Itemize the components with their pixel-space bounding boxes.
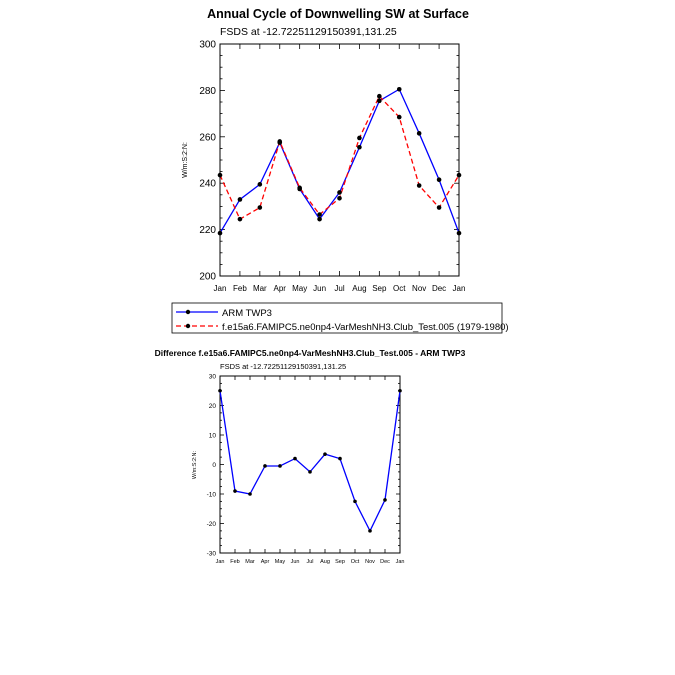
- series-0-point: [293, 457, 297, 461]
- series-0-point: [357, 145, 362, 150]
- series-1-point: [238, 217, 243, 222]
- y-axis-label: W/m:S:2:N:: [182, 142, 189, 178]
- series-0-point: [437, 177, 442, 182]
- series-0-point: [338, 457, 342, 461]
- series-1-point: [377, 94, 382, 99]
- x-tick-label: Nov: [365, 559, 375, 565]
- x-tick-label: Dec: [380, 559, 390, 565]
- legend-label-arm: ARM TWP3: [222, 308, 272, 319]
- legend-item-model: [176, 322, 509, 333]
- y-tick-label: -10: [206, 491, 216, 499]
- x-tick-label: Aug: [320, 559, 330, 565]
- x-tick-label: Feb: [233, 284, 247, 293]
- y-tick-label: 260: [199, 132, 216, 144]
- plot-frame: [220, 376, 400, 553]
- series-0-point: [218, 231, 223, 236]
- series-1-point: [277, 139, 282, 144]
- series-0-point: [248, 492, 252, 496]
- series-0-point: [337, 190, 342, 195]
- series-0-point: [238, 197, 243, 202]
- x-tick-label: May: [292, 284, 308, 293]
- x-tick-label: Apr: [260, 559, 270, 565]
- x-tick-label: Oct: [350, 559, 360, 565]
- chart-subtitle: FSDS at -12.72251129150391,131.25: [220, 26, 397, 38]
- y-tick-label: 20: [208, 402, 216, 410]
- y-tick-label: 220: [199, 225, 216, 237]
- y-tick-label: 280: [199, 85, 216, 97]
- x-tick-label: Jan: [452, 284, 466, 293]
- difference-panel: [155, 348, 466, 565]
- x-tick-label: Jan: [395, 559, 405, 565]
- y-tick-label: -20: [206, 520, 216, 528]
- annual-cycle-panel: [182, 7, 469, 293]
- x-tick-label: Sep: [372, 284, 387, 293]
- y-tick-label: 0: [212, 461, 216, 469]
- x-tick-label: Nov: [412, 284, 427, 293]
- difference-title: Difference f.e15a6.FAMIPC5.ne0np4-VarMeshNH3.Club_Test.005 - ARM TWP3: [154, 348, 466, 358]
- x-tick-label: Jun: [290, 559, 300, 565]
- series-1-point: [218, 173, 223, 178]
- x-tick-label: Aug: [352, 284, 367, 293]
- legend-label-model: f.e15a6.FAMIPC5.ne0np4-VarMeshNH3.Club_Test.005 (1979-1980): [222, 322, 509, 333]
- series-0-point: [258, 182, 263, 187]
- plot-frame: [220, 44, 459, 276]
- series-0-point: [353, 500, 357, 504]
- x-tick-label: Oct: [393, 284, 406, 293]
- x-tick-label: Sep: [335, 559, 345, 565]
- series-0-point: [398, 389, 402, 393]
- series-1-point: [457, 173, 462, 178]
- series-0-point: [377, 99, 382, 104]
- difference-y-axis-label: W/m:S:2:N:: [192, 450, 198, 480]
- x-tick-label: Dec: [431, 284, 447, 293]
- series-1-point: [417, 183, 422, 188]
- series-1-point: [397, 115, 402, 120]
- y-tick-label: 240: [199, 178, 216, 190]
- x-tick-label: Jun: [313, 284, 327, 293]
- series-0-point: [397, 87, 402, 92]
- series-0-point: [218, 389, 222, 393]
- y-tick-label: -30: [206, 550, 216, 558]
- x-tick-label: Feb: [230, 559, 240, 565]
- series-line-0: [220, 391, 400, 531]
- series-0-point: [383, 498, 387, 502]
- series-0-point: [457, 231, 462, 236]
- series-1-point: [357, 136, 362, 141]
- x-tick-label: May: [274, 559, 286, 565]
- series-0-point: [323, 452, 327, 456]
- plot-area: [199, 40, 465, 294]
- legend: [172, 303, 509, 333]
- legend-marker-model: [186, 324, 190, 328]
- series-0-point: [263, 464, 267, 468]
- x-tick-label: Jul: [306, 559, 314, 565]
- series-1-point: [258, 205, 263, 210]
- y-tick-label: 10: [208, 432, 216, 440]
- x-tick-label: Jan: [213, 284, 227, 293]
- x-tick-label: Mar: [245, 559, 255, 565]
- series-line-1: [220, 96, 459, 219]
- legend-marker-arm: [186, 310, 190, 314]
- series-1-point: [297, 186, 302, 191]
- series-0-point: [317, 217, 322, 222]
- series-0-point: [417, 131, 422, 136]
- series-0-point: [233, 489, 237, 493]
- series-1-point: [337, 196, 342, 201]
- x-tick-label: Jan: [215, 559, 225, 565]
- x-tick-label: Mar: [252, 284, 267, 293]
- y-tick-label: 30: [208, 373, 216, 381]
- series-1-point: [317, 212, 322, 217]
- x-tick-label: Jul: [334, 284, 345, 293]
- difference-subtitle: FSDS at -12.72251129150391,131.25: [220, 362, 347, 371]
- series-1-point: [437, 205, 442, 210]
- difference-plot-area: [207, 373, 405, 565]
- y-tick-label: 300: [199, 39, 216, 51]
- series-0-point: [308, 470, 312, 474]
- series-0-point: [368, 529, 372, 533]
- series-0-point: [278, 464, 282, 468]
- series-line-0: [220, 89, 459, 233]
- chart-title: Annual Cycle of Downwelling SW at Surface: [207, 7, 469, 21]
- y-tick-label: 200: [199, 271, 216, 283]
- x-tick-label: Apr: [273, 284, 286, 293]
